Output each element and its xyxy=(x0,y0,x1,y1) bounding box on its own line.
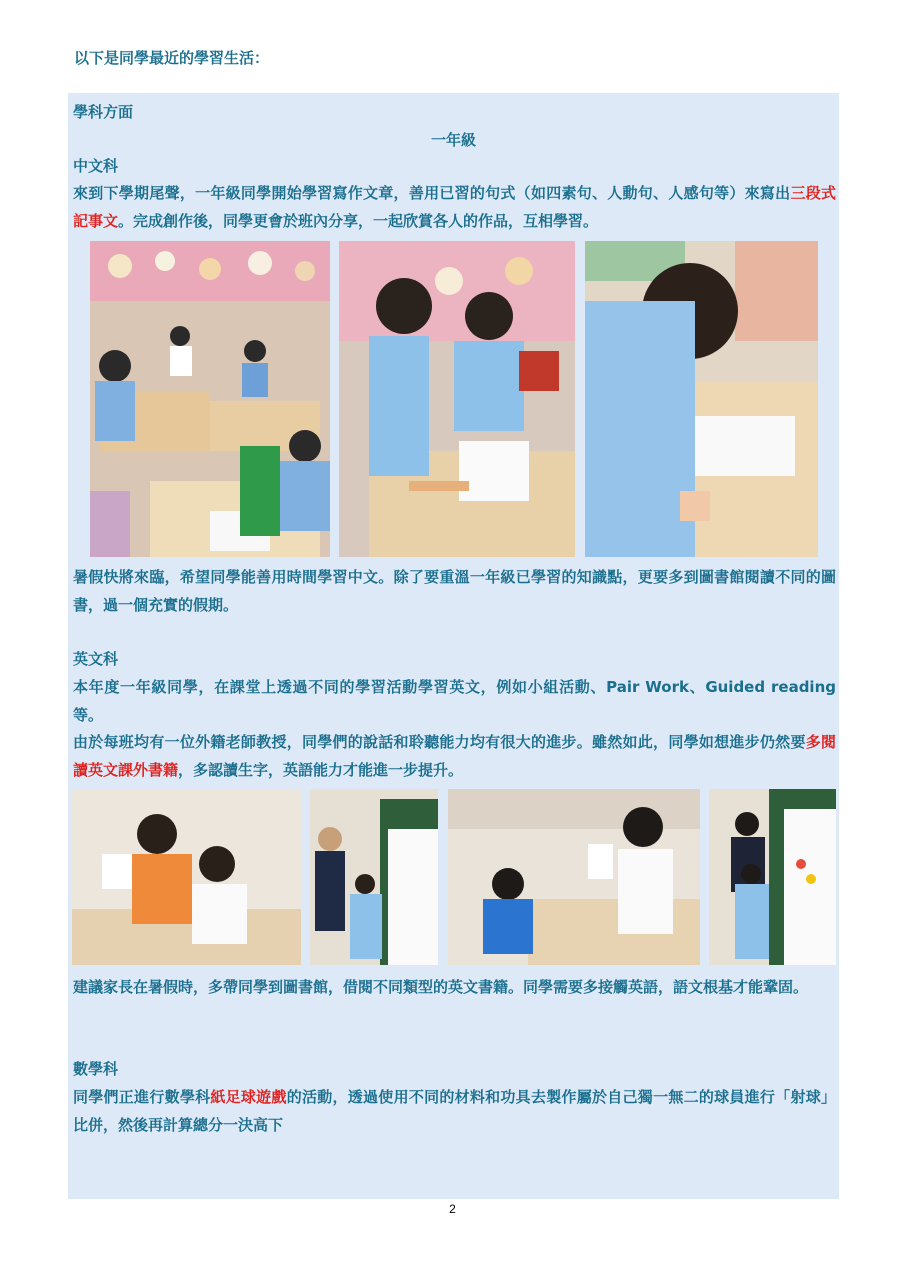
english-title: 英文科 xyxy=(73,650,119,668)
photo-teacher-whiteboard xyxy=(310,789,438,965)
english-paragraph-3: 建議家長在暑假時，多帶同學到圖書館，借閱不同類型的英文書籍。同學需要多接觸英語，語文根基才能鞏固。 xyxy=(73,978,809,996)
math-title: 數學科 xyxy=(73,1060,119,1078)
page-number: 2 xyxy=(449,1202,456,1216)
english-paragraph-1: 本年度一年級同學，在課堂上透過不同的學習活動學習英文，例如小組活動、Pair Work、Guided reading 等。 xyxy=(73,678,836,724)
english-p2-highlight: 多閱讀英文課外書籍 xyxy=(73,733,836,779)
english-p2-text: 由於每班均有一位外籍老師教授，同學們的說話和聆聽能力均有很大的進步。雖然如此，同學如想進步仍然要 xyxy=(73,733,806,751)
photo-two-girls-desk xyxy=(339,241,575,557)
english-p2-text-end: ，多認讀生字，英語能力才能進一步提升。 xyxy=(178,761,464,779)
grade-heading: 一年級 xyxy=(430,131,476,149)
section-title: 學科方面 xyxy=(73,103,134,121)
photo-girl-whiteboard xyxy=(709,789,836,965)
chinese-p1-highlight: 三段式記事文 xyxy=(73,184,836,230)
chinese-paragraph-2: 暑假快將來臨，希望同學能善用時間學習中文。除了要重溫一年級已學習的知識點，更要多到圖書館閱讀不同的圖書，過一個充實的假期。 xyxy=(73,568,836,614)
chinese-p1-text-end: 。完成創作後，同學更會於班內分享，一起欣賞各人的作品，互相學習。 xyxy=(118,212,599,230)
chinese-title: 中文科 xyxy=(73,157,119,175)
math-p1-text: 同學們正進行數學科 xyxy=(73,1088,211,1106)
math-paragraph-1 xyxy=(73,1083,836,1139)
intro-heading: 以下是同學最近的學習生活： xyxy=(74,49,270,67)
chinese-paragraph-1 xyxy=(73,179,836,235)
photo-pair-work xyxy=(72,789,301,965)
math-p1-highlight: 紙足球遊戲 xyxy=(210,1088,287,1106)
english-paragraph-2 xyxy=(73,728,836,784)
chinese-p1-text: 來到下學期尾聲，一年級同學開始學習寫作文章，善用已習的句式（如四素句、人動句、人感句等）來寫出 xyxy=(73,184,791,202)
photo-boys-reading xyxy=(448,789,700,965)
content-panel xyxy=(68,93,839,1199)
math-p1-text-end: 的活動，透過使用不同的材料和功具去製作屬於自己獨一無二的球員進行「射球」比併，然後再計算總分一決高下 xyxy=(73,1088,836,1134)
photo-classroom-writing xyxy=(90,241,330,557)
photo-girl-reading-worksheet xyxy=(585,241,818,557)
